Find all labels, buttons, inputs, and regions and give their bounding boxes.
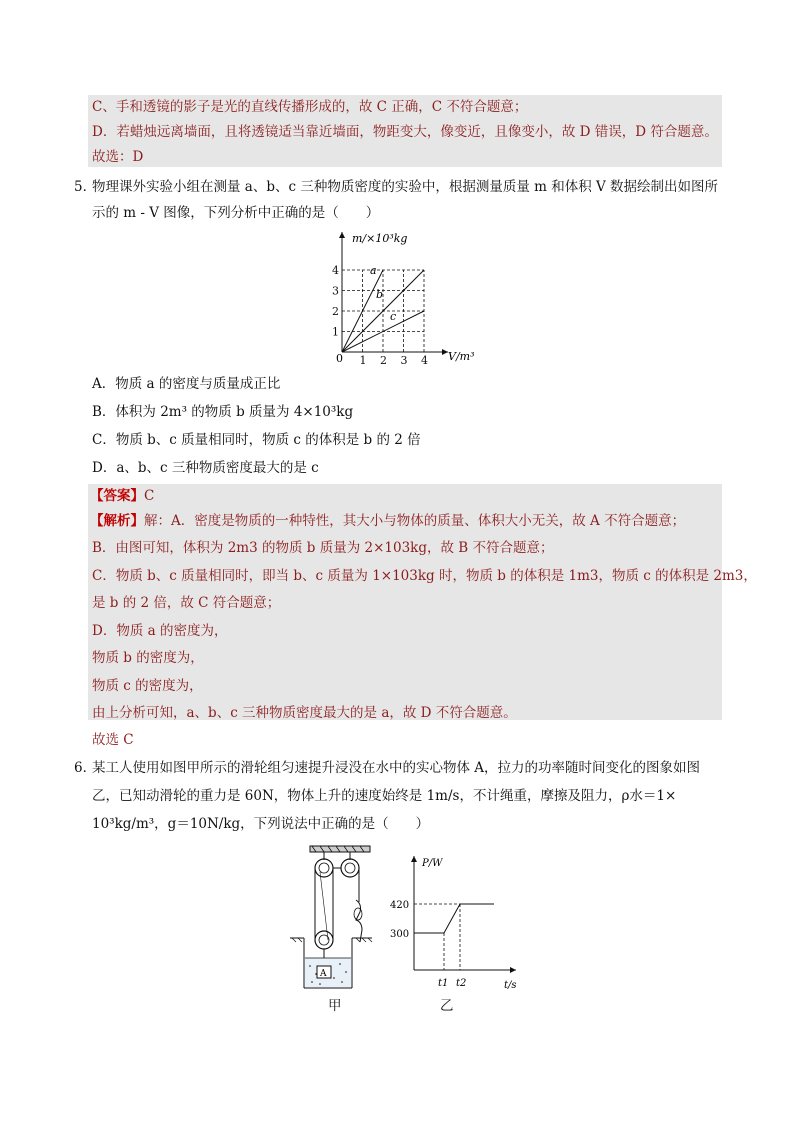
q5-ylabel: m/×10³kg	[352, 232, 408, 245]
moving-pulley	[315, 931, 333, 949]
q5-analysis-3: C．物质 b、c 质量相同时，即当 b、c 质量为 1×103kg 时，物质 b 的体积是 1m3，物质 c 的体积是 2m3，	[92, 568, 757, 584]
q5-analysis-1: 解：A．密度是物质的一种特性，其大小与物体的质量、体积大小无关，故 A 不符合题意；	[144, 513, 686, 529]
q5-option-d: D．a、b、c 三种物质密度最大的是 c	[92, 460, 319, 476]
q5-label-b: b	[376, 288, 384, 301]
q6-power-chart	[382, 852, 522, 1002]
q5-option-c: C．物质 b、c 质量相同时，物质 c 的体积是 b 的 2 倍	[92, 432, 421, 448]
q5-option-b: B．体积为 2m³ 的物质 b 质量为 4×10³kg	[92, 404, 354, 420]
q6-fig-a-caption: 甲	[328, 998, 342, 1014]
q6-stem-3: 10³kg/m³，g＝10N/kg，下列说法中正确的是（ ）	[92, 816, 430, 832]
q5-xtick: 3	[400, 354, 408, 367]
q5-stem-2: 示的 m - V 图像，下列分析中正确的是（ ）	[92, 205, 380, 221]
q5-number: 5．	[74, 179, 97, 195]
q4-line-c: C、手和透镜的影子是光的直线传播形成的，故 C 正确，C 不符合题意；	[92, 99, 528, 115]
q6-ylabel: P/W	[422, 858, 443, 869]
q6-stem-1: 某工人使用如图甲所示的滑轮组匀速提升浸没在水中的实心物体 A，拉力的功率随时间变化的图象如图	[92, 760, 701, 776]
q6-xtick-t2: t2	[456, 978, 467, 989]
q5-analysis-4: 是 b 的 2 倍，故 C 符合题意；	[92, 595, 281, 611]
q5-option-a: A．物质 a 的密度与质量成正比	[92, 376, 281, 392]
q6-xtick-t1: t1	[438, 978, 449, 989]
q6-pulley-figure	[290, 842, 380, 992]
q4-line-d: D．若蜡烛远离墙面，且将透镜适当靠近墙面，物距变大，像变近，且像变小，故 D 错误，D 符合题意。	[92, 124, 718, 140]
q5-answer-value: C	[144, 488, 155, 504]
q5-ytick: 3	[332, 284, 339, 298]
q5-xtick: 2	[380, 354, 387, 367]
q5-analysis-6: 物质 b 的密度为，	[92, 650, 204, 666]
q5-mv-chart	[330, 226, 480, 368]
q5-analysis-7: 物质 c 的密度为，	[92, 678, 203, 694]
q6-stem-2: 乙，已知动滑轮的重力是 60N，物体上升的速度始终是 1m/s，不计绳重，摩擦及阻力，ρ水＝1×	[92, 788, 677, 804]
q5-xtick: 1	[359, 354, 367, 367]
q5-answer-line	[90, 486, 154, 506]
q5-ytick: 1	[332, 325, 339, 339]
q5-stem-1: 物理课外实验小组在测量 a、b、c 三种物质密度的实验中，根据测量质量 m 和体积 V 数据绘制出如图所	[92, 179, 719, 195]
fixed-pulley-left	[315, 859, 333, 877]
q5-xlabel: V/m³	[448, 350, 475, 363]
q5-analysis-tag: 【解析】	[90, 513, 144, 529]
q5-analysis-2: B．由图可知，体积为 2m3 的物质 b 质量为 2×103kg，故 B 不符合题意；	[92, 540, 554, 556]
q6-power-line	[414, 904, 494, 933]
q6-ytick-420: 420	[390, 900, 410, 911]
q5-analysis-8: 由上分析可知，a、b、c 三种物质密度最大的是 a，故 D 不符合题意。	[92, 705, 517, 721]
q5-analysis-5: D．物质 a 的密度为，	[92, 623, 228, 639]
q5-origin: 0	[336, 352, 343, 365]
q5-xtick: 4	[421, 354, 428, 367]
q6-ytick-300: 300	[390, 929, 410, 940]
q5-choose: 故选 C	[92, 732, 134, 748]
q6-fig-b-caption: 乙	[440, 998, 454, 1014]
q6-number: 6．	[74, 760, 97, 776]
fixed-pulley-right	[341, 859, 359, 877]
object-a-label: A	[320, 969, 327, 979]
q6-xlabel: t/s	[504, 980, 517, 991]
q5-ytick: 4	[332, 264, 339, 277]
q5-label-c: c	[390, 310, 397, 323]
q4-choose: 故选：D	[92, 149, 144, 165]
q5-label-a: a	[370, 264, 377, 277]
q5-ytick: 2	[332, 305, 339, 318]
q5-analysis-line-1	[90, 511, 685, 531]
q5-answer-tag: 【答案】	[90, 488, 144, 504]
